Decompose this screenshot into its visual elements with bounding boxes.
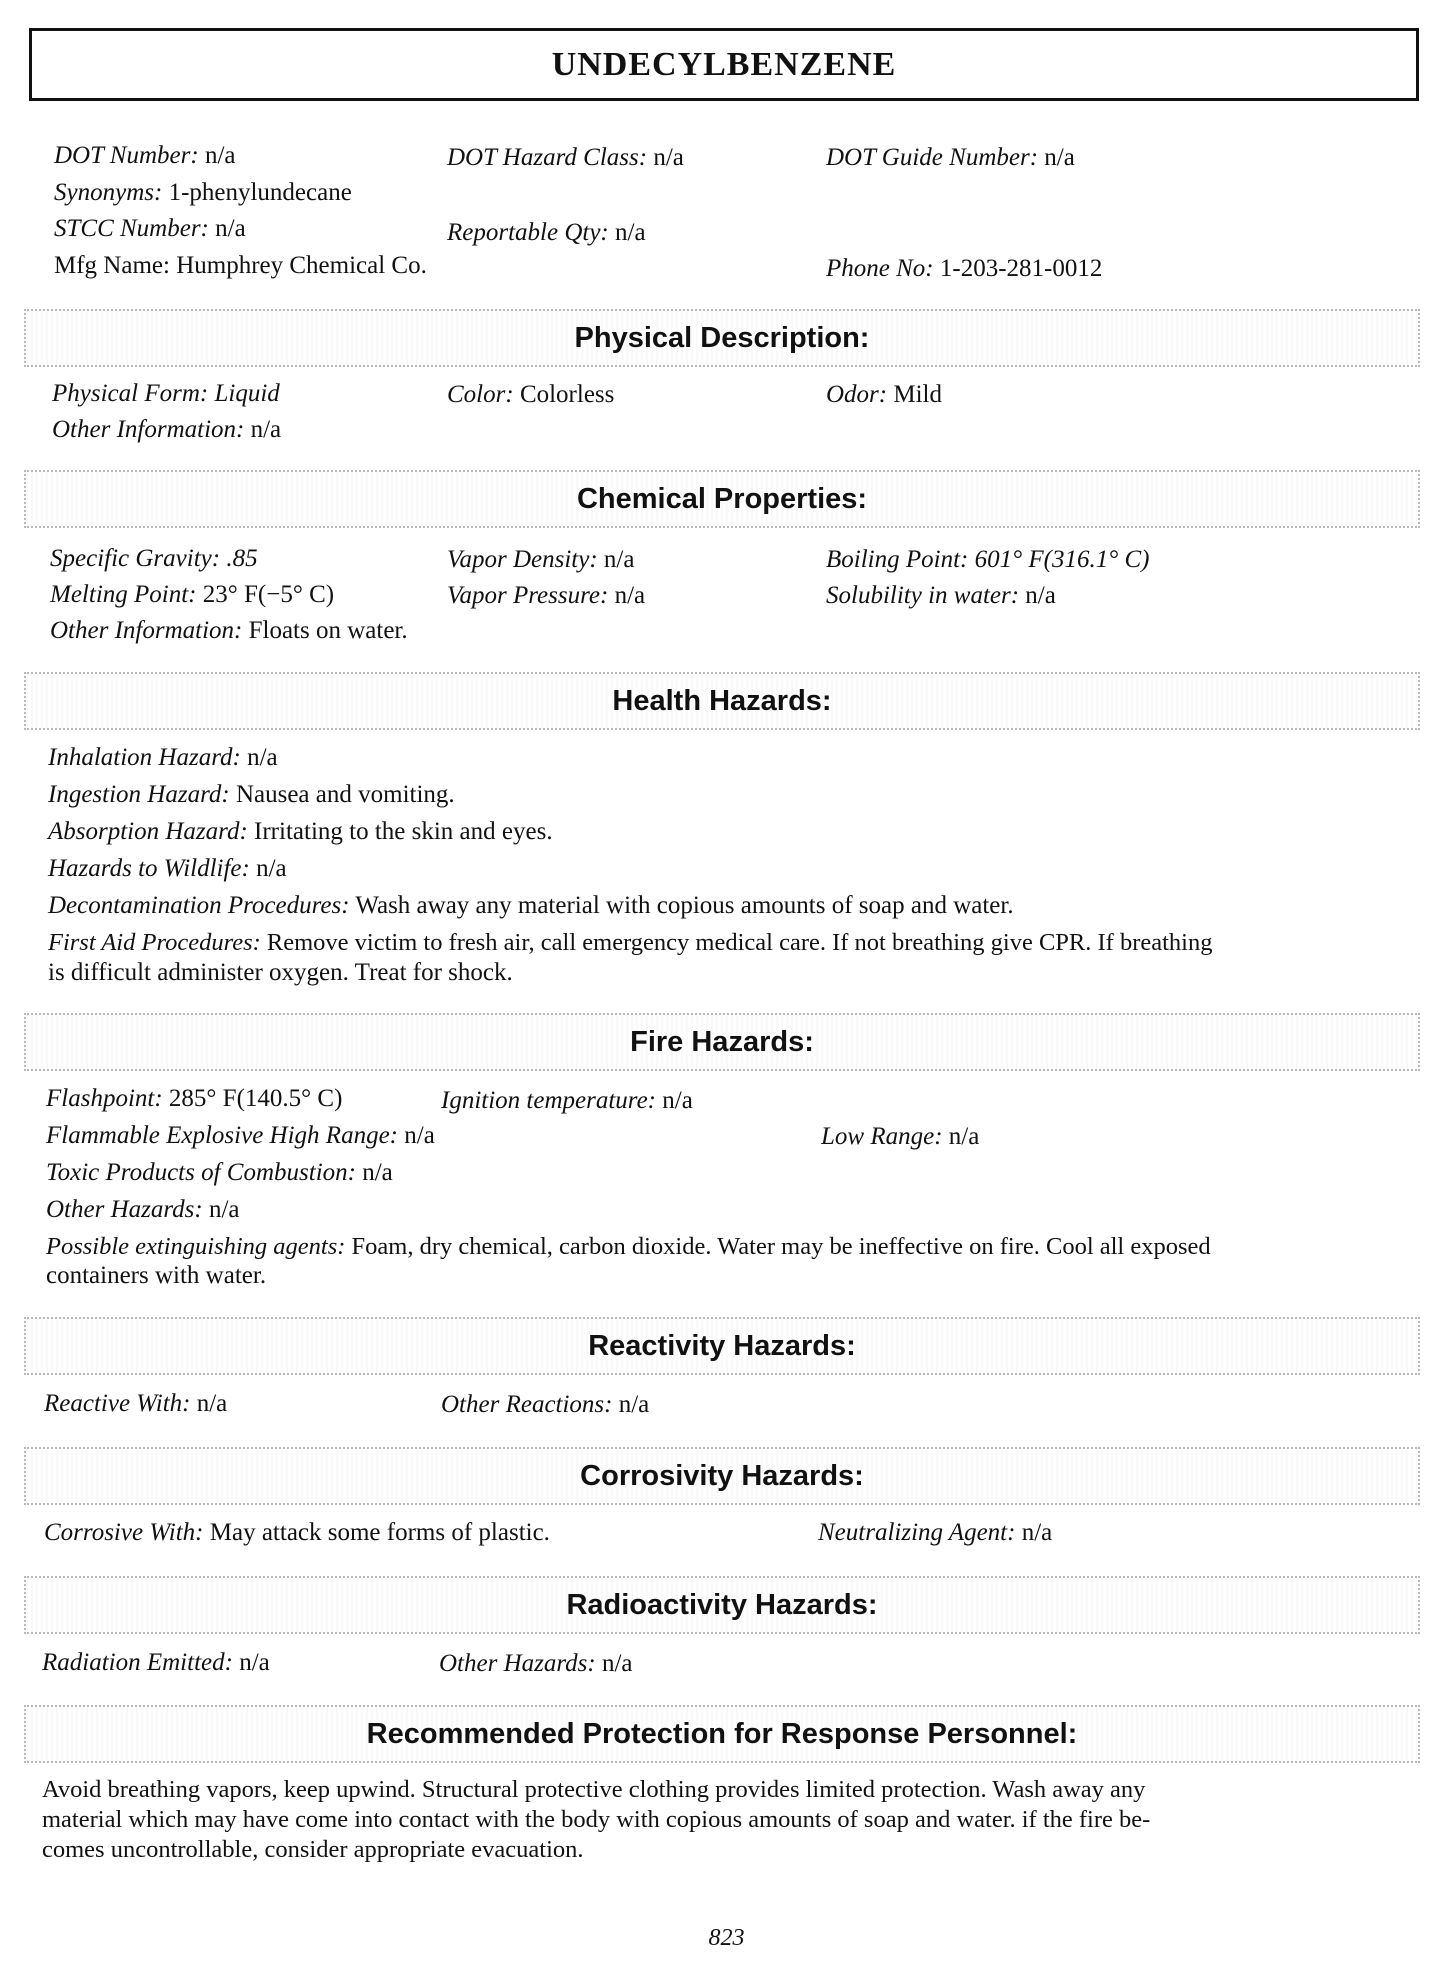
toxic-products-row: Toxic Products of Combustion: n/a [46,1159,393,1186]
inhalation-row: Inhalation Hazard: n/a [48,744,278,771]
decontamination-row: Decontamination Procedures: Wash away any material with copious amounts of soap and water. [48,892,1014,919]
fire-other-hazards-row: Other Hazards: n/a [46,1196,240,1223]
solubility-row: Solubility in water: n/a [826,582,1056,609]
section-corrosivity-hazards [24,1447,1420,1505]
corrosive-with-row: Corrosive With: May attack some forms of plastic. [44,1519,550,1546]
radiation-other-hazards-row: Other Hazards: n/a [439,1650,633,1677]
section-heading: Chemical Properties: [576,482,868,515]
specific-gravity-row: Specific Gravity: .85 [50,545,258,572]
protection-text-line-1: Avoid breathing vapors, keep upwind. Structural protective clothing provides limited protection. Wash away any [42,1776,1146,1803]
wildlife-row: Hazards to Wildlife: n/a [48,855,287,882]
mfg-name-row: Mfg Name: Humphrey Chemical Co. [54,252,427,279]
page-title: UNDECYLBENZENE [551,45,897,83]
section-physical-description [24,309,1420,367]
other-reactions-row: Other Reactions: n/a [441,1391,650,1418]
section-reactivity-hazards [24,1317,1420,1375]
extinguishing-agents-row-cont: containers with water. [46,1262,267,1289]
section-chemical-properties [24,470,1420,528]
chemical-other-row: Other Information: Floats on water. [50,617,408,644]
vapor-pressure-row: Vapor Pressure: n/a [447,582,646,609]
color-row: Color: Colorless [447,381,615,408]
ingestion-row: Ingestion Hazard: Nausea and vomiting. [48,781,455,808]
boiling-point-row: Boiling Point: 601° F(316.1° C) [826,546,1150,573]
physical-form-row: Physical Form: Liquid [52,380,280,407]
dot-number-row: DOT Number: n/a [54,142,236,169]
radiation-emitted-row: Radiation Emitted: n/a [42,1649,270,1676]
extinguishing-agents-row: Possible extinguishing agents: Foam, dry chemical, carbon dioxide. Water may be ineffective on fire. Cool all exposed [46,1233,1211,1260]
section-radioactivity-hazards [24,1576,1420,1634]
stcc-number-row: STCC Number: n/a [54,215,246,242]
physical-other-row: Other Information: n/a [52,416,282,443]
protection-text-line-2: material which may have come into contact with the body with copious amounts of soap and water. if the fire be- [42,1806,1151,1833]
neutralizing-agent-row: Neutralizing Agent: n/a [818,1519,1053,1546]
section-heading: Physical Description: [574,321,870,354]
dot-hazard-class-row: DOT Hazard Class: n/a [447,144,684,171]
low-range-row: Low Range: n/a [821,1123,980,1150]
ignition-row: Ignition temperature: n/a [441,1087,693,1114]
section-heading: Radioactivity Hazards: [566,1588,878,1621]
high-range-row: Flammable Explosive High Range: n/a [46,1122,435,1149]
section-heading: Fire Hazards: [630,1025,814,1058]
first-aid-row: First Aid Procedures: Remove victim to fresh air, call emergency medical care. If not breathing give CPR. If breathing [48,929,1213,956]
reactive-with-row: Reactive With: n/a [44,1390,228,1417]
section-fire-hazards [24,1013,1420,1071]
vapor-density-row: Vapor Density: n/a [447,546,635,573]
odor-row: Odor: Mild [826,381,942,408]
reportable-qty-row: Reportable Qty: n/a [447,219,646,246]
dot-guide-number-row: DOT Guide Number: n/a [826,144,1075,171]
section-health-hazards [24,672,1420,730]
section-heading: Reactivity Hazards: [588,1329,856,1362]
section-recommended-protection [24,1705,1420,1763]
flashpoint-row: Flashpoint: 285° F(140.5° C) [46,1085,343,1112]
protection-text-line-3: comes uncontrollable, consider appropriate evacuation. [42,1836,584,1863]
section-heading: Health Hazards: [612,684,832,717]
absorption-row: Absorption Hazard: Irritating to the skin and eyes. [48,818,553,845]
phone-row: Phone No: 1-203-281-0012 [826,255,1103,282]
synonyms-row: Synonyms: 1-phenylundecane [54,179,352,206]
melting-point-row: Melting Point: 23° F(−5° C) [50,581,335,608]
section-heading: Recommended Protection for Response Personnel: [366,1717,1078,1750]
first-aid-row-cont: is difficult administer oxygen. Treat for shock. [48,959,513,986]
title-box [29,28,1419,101]
section-heading: Corrosivity Hazards: [580,1459,864,1492]
page-number: 823 [708,1925,745,1951]
